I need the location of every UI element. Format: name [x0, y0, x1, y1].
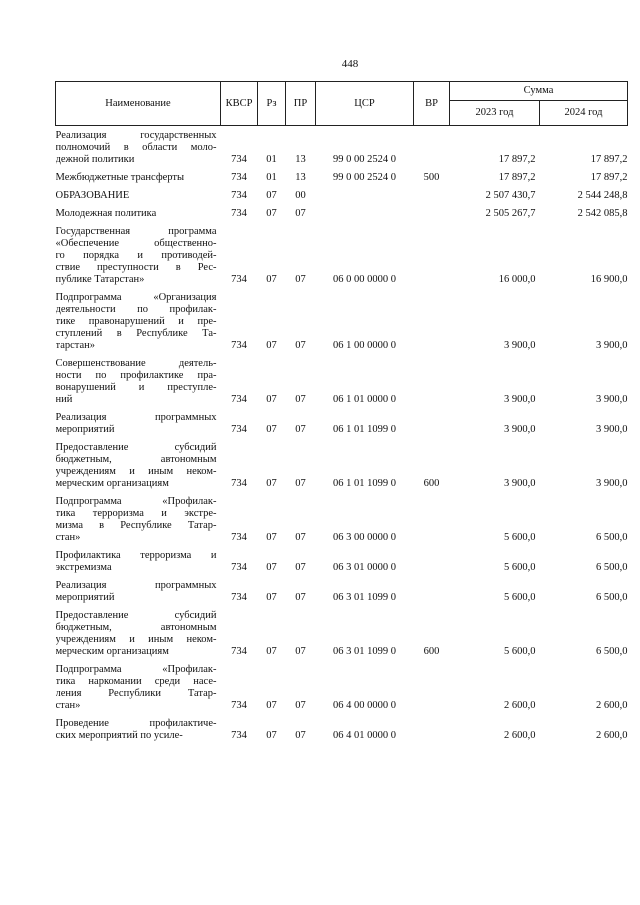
row-name-line: Совершенствование деятель-	[55, 358, 217, 369]
row-name	[56, 718, 221, 748]
row-sum-2024: 2 542 085,8	[577, 208, 628, 219]
row-sum-2023: 2 600,0	[504, 730, 536, 741]
table-row	[56, 664, 628, 718]
table-row	[56, 718, 628, 748]
row-sum-2023: 5 600,0	[504, 592, 536, 603]
row-kvsr: 734	[231, 562, 247, 573]
row-name-line: Межбюджетные трансферты	[55, 172, 185, 183]
row-sum-2024: 17 897,2	[590, 172, 628, 183]
row-csr: 06 1 00 0000 0	[333, 340, 396, 351]
row-name	[56, 226, 221, 292]
table-row	[56, 550, 628, 580]
row-vr	[414, 496, 450, 550]
row-sum-2024: 3 900,0	[596, 340, 628, 351]
row-name-line: ОБРАЗОВАНИЕ	[55, 190, 130, 201]
row-name-line: публике Татарстан»	[55, 274, 145, 285]
row-rz: 07	[266, 730, 277, 741]
row-vr	[414, 358, 450, 412]
row-sum-2023: 5 600,0	[504, 646, 536, 657]
row-sum-2023: 17 897,2	[498, 172, 536, 183]
row-pr: 07	[295, 478, 306, 489]
row-name-line: Проведение профилактиче-	[55, 718, 217, 729]
row-rz: 07	[266, 394, 277, 405]
row-name-line: мероприятий	[55, 592, 115, 603]
header-year-2023: 2023 год	[450, 101, 540, 126]
row-vr	[414, 208, 450, 226]
row-vr	[414, 718, 450, 748]
row-vr	[414, 550, 450, 580]
row-kvsr: 734	[231, 532, 247, 543]
row-rz: 07	[266, 208, 277, 219]
row-name-line: деятельности по профилак-	[55, 304, 217, 315]
row-pr: 13	[295, 154, 306, 165]
table-row	[56, 292, 628, 358]
table-row	[56, 126, 628, 173]
row-name-line: тарстан»	[55, 340, 96, 351]
row-name-line: Предоставление субсидий	[55, 442, 217, 453]
row-name-line: бюджетным, автономным	[55, 454, 217, 465]
row-rz: 07	[266, 274, 277, 285]
row-vr	[414, 580, 450, 610]
header-year-2024: 2024 год	[540, 101, 628, 126]
row-name-line: Реализация программных	[55, 412, 217, 423]
row-kvsr: 734	[231, 730, 247, 741]
row-name-line: ний	[55, 394, 73, 405]
row-name	[56, 126, 221, 173]
row-sum-2024: 6 500,0	[596, 592, 628, 603]
header-csr: ЦСР	[316, 82, 414, 126]
row-vr	[414, 126, 450, 173]
row-name	[56, 580, 221, 610]
row-sum-2023: 3 900,0	[504, 478, 536, 489]
row-name-line: Подпрограмма «Организация	[55, 292, 217, 303]
row-csr: 06 4 00 0000 0	[333, 700, 396, 711]
row-csr: 06 1 01 1099 0	[333, 424, 396, 435]
row-kvsr: 734	[231, 592, 247, 603]
row-sum-2024: 6 500,0	[596, 562, 628, 573]
row-sum-2023: 5 600,0	[504, 562, 536, 573]
table-row	[56, 610, 628, 664]
row-name-line: учреждениям и иным неком-	[55, 634, 217, 645]
row-csr: 99 0 00 2524 0	[333, 172, 396, 183]
row-name	[56, 292, 221, 358]
table-row	[56, 442, 628, 496]
row-pr: 07	[295, 700, 306, 711]
row-sum-2024: 3 900,0	[596, 478, 628, 489]
row-vr	[414, 412, 450, 442]
row-kvsr: 734	[231, 154, 247, 165]
row-pr: 07	[295, 208, 306, 219]
row-vr: 600	[423, 646, 440, 657]
row-name-line: бюджетным, автономным	[55, 622, 217, 633]
row-csr: 06 4 01 0000 0	[333, 730, 396, 741]
row-name-line: дежной политики	[55, 154, 135, 165]
row-csr: 06 3 01 1099 0	[333, 592, 396, 603]
row-name	[56, 412, 221, 442]
row-csr: 06 3 00 0000 0	[333, 532, 396, 543]
row-csr: 06 3 01 1099 0	[333, 646, 396, 657]
row-name	[56, 190, 221, 208]
row-name-line: Государственная программа	[55, 226, 217, 237]
row-kvsr: 734	[231, 340, 247, 351]
row-pr: 07	[295, 562, 306, 573]
row-name-line: Реализация государственных	[55, 130, 217, 141]
table-row	[56, 496, 628, 550]
row-pr: 07	[295, 394, 306, 405]
row-rz: 01	[266, 154, 277, 165]
row-csr: 06 1 01 0000 0	[333, 394, 396, 405]
row-kvsr: 734	[231, 424, 247, 435]
table-row	[56, 172, 628, 190]
table-row	[56, 208, 628, 226]
row-name	[56, 208, 221, 226]
row-name	[56, 550, 221, 580]
row-pr: 07	[295, 274, 306, 285]
row-sum-2023: 2 505 267,7	[485, 208, 536, 219]
row-kvsr: 734	[231, 700, 247, 711]
row-kvsr: 734	[231, 172, 247, 183]
row-name-line: «Обеспечение общественно-	[55, 238, 217, 249]
row-pr: 00	[295, 190, 306, 201]
row-rz: 07	[266, 646, 277, 657]
row-vr	[414, 190, 450, 208]
row-pr: 07	[295, 532, 306, 543]
header-rz: Рз	[258, 82, 286, 126]
row-name-line: учреждениям и иным неком-	[55, 466, 217, 477]
row-rz: 07	[266, 424, 277, 435]
row-name-line: Подпрограмма «Профилак-	[55, 496, 217, 507]
row-rz: 07	[266, 562, 277, 573]
row-sum-2024: 3 900,0	[596, 424, 628, 435]
row-name	[56, 172, 221, 190]
table-row	[56, 358, 628, 412]
row-name-line: ствие преступности в Рес-	[55, 262, 217, 273]
row-name-line: экстремизма	[55, 562, 112, 573]
row-rz: 01	[266, 172, 277, 183]
row-csr: 06 3 01 0000 0	[333, 562, 396, 573]
row-csr: 06 0 00 0000 0	[333, 274, 396, 285]
table-row	[56, 226, 628, 292]
row-vr: 500	[423, 172, 440, 183]
row-csr	[316, 190, 414, 208]
row-pr: 07	[295, 592, 306, 603]
row-sum-2024: 17 897,2	[590, 154, 628, 165]
row-sum-2024: 3 900,0	[596, 394, 628, 405]
row-rz: 07	[266, 592, 277, 603]
row-kvsr: 734	[231, 208, 247, 219]
row-name-line: мероприятий	[55, 424, 115, 435]
row-sum-2024: 2 600,0	[596, 700, 628, 711]
row-name-line: го порядка и противодей-	[55, 250, 217, 261]
row-name-line: вонарушений и преступле-	[55, 382, 217, 393]
row-name-line: стан»	[55, 700, 81, 711]
row-csr: 06 1 01 1099 0	[333, 478, 396, 489]
row-pr: 07	[295, 730, 306, 741]
row-pr: 07	[295, 646, 306, 657]
row-rz: 07	[266, 340, 277, 351]
table-row	[56, 412, 628, 442]
row-name	[56, 496, 221, 550]
row-kvsr: 734	[231, 394, 247, 405]
row-name-line: тике правонарушений и пре-	[55, 316, 217, 327]
row-vr	[414, 226, 450, 292]
row-name-line: тика терроризма и экстре-	[55, 508, 217, 519]
row-name-line: мерческим организациям	[55, 646, 169, 657]
header-vr: ВР	[414, 82, 450, 126]
row-name-line: Молодежная политика	[55, 208, 157, 219]
header-pr: ПР	[286, 82, 316, 126]
row-sum-2024: 2 544 248,8	[577, 190, 628, 201]
row-sum-2023: 3 900,0	[504, 394, 536, 405]
row-name-line: ности по профилактике пра-	[55, 370, 217, 381]
row-kvsr: 734	[231, 190, 247, 201]
row-name-line: мизма в Республике Татар-	[55, 520, 217, 531]
row-sum-2023: 3 900,0	[504, 424, 536, 435]
row-name-line: ступлений в Республике Та-	[55, 328, 217, 339]
row-pr: 13	[295, 172, 306, 183]
row-kvsr: 734	[231, 478, 247, 489]
row-vr	[414, 664, 450, 718]
row-name-line: Подпрограмма «Профилак-	[55, 664, 217, 675]
row-sum-2023: 3 900,0	[504, 340, 536, 351]
row-name	[56, 442, 221, 496]
row-name	[56, 358, 221, 412]
row-name-line: Профилактика терроризма и	[55, 550, 217, 561]
row-sum-2024: 2 600,0	[596, 730, 628, 741]
row-name-line: Реализация программных	[55, 580, 217, 591]
row-rz: 07	[266, 700, 277, 711]
row-sum-2023: 2 507 430,7	[485, 190, 536, 201]
table-row	[56, 580, 628, 610]
row-kvsr: 734	[231, 646, 247, 657]
row-csr: 99 0 00 2524 0	[333, 154, 396, 165]
row-name-line: ских мероприятий по усиле-	[55, 730, 183, 741]
row-vr: 600	[423, 478, 440, 489]
row-rz: 07	[266, 532, 277, 543]
row-pr: 07	[295, 340, 306, 351]
budget-table	[55, 81, 628, 748]
row-kvsr: 734	[231, 274, 247, 285]
row-sum-2023: 5 600,0	[504, 532, 536, 543]
row-sum-2023: 17 897,2	[498, 154, 536, 165]
header-name: Наименование	[56, 82, 221, 126]
row-sum-2024: 6 500,0	[596, 646, 628, 657]
row-name	[56, 610, 221, 664]
row-name-line: ления Республики Татар-	[55, 688, 217, 699]
row-name-line: Предоставление субсидий	[55, 610, 217, 621]
row-rz: 07	[266, 478, 277, 489]
row-name-line: мерческим организациям	[55, 478, 169, 489]
row-csr	[316, 208, 414, 226]
row-vr	[414, 292, 450, 358]
row-sum-2023: 2 600,0	[504, 700, 536, 711]
row-name	[56, 664, 221, 718]
header-sum: Сумма	[450, 82, 628, 101]
row-pr: 07	[295, 424, 306, 435]
row-name-line: полномочий в области моло-	[55, 142, 217, 153]
row-name-line: стан»	[55, 532, 81, 543]
row-sum-2023: 16 000,0	[498, 274, 536, 285]
header-kvsr: КВСР	[221, 82, 258, 126]
row-name-line: тика наркомании среди насе-	[55, 676, 217, 687]
table-row	[56, 190, 628, 208]
row-sum-2024: 16 900,0	[590, 274, 628, 285]
page-number: 448	[341, 58, 359, 70]
row-sum-2024: 6 500,0	[596, 532, 628, 543]
row-rz: 07	[266, 190, 277, 201]
